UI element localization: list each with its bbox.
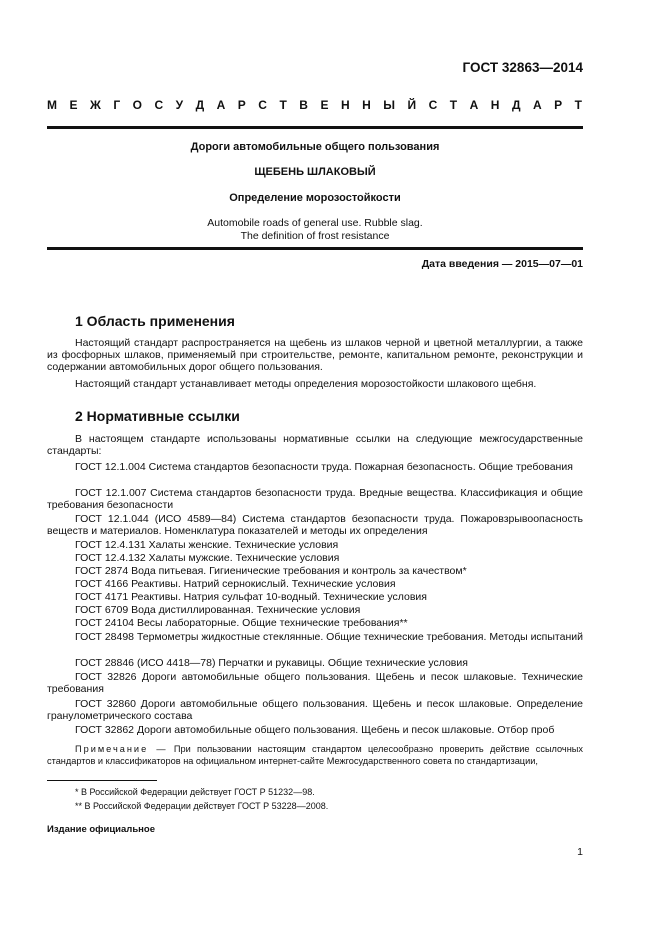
reference-item: ГОСТ 12.4.131 Халаты женские. Технические условия — [75, 539, 339, 551]
interstate-standard-label: М Е Ж Г О С У Д А Р С Т В Е Н Н Ы Й С Т А Н Д А Р Т — [47, 98, 583, 112]
official-edition-label: Издание официальное — [47, 824, 155, 835]
footnote-rule — [47, 780, 157, 781]
reference-item: ГОСТ 12.4.132 Халаты мужские. Технические условия — [75, 552, 340, 564]
reference-item: ГОСТ 4171 Реактивы. Натрия сульфат 10-водный. Технические условия — [75, 591, 427, 603]
title-english-line2: The definition of frost resistance — [240, 230, 390, 242]
reference-item: ГОСТ 12.1.007 Система стандартов безопасности труда. Вредные вещества. Классификация и общие требования безопасности — [47, 487, 583, 511]
section-1-paragraph-1: Настоящий стандарт распространяется на щебень из шлаков черной и цветной металлургии, а также из фосфорных шлаков, применяемый при строительстве, ремонте, капитальном ремонте, реконструкции и содержании автомобильных дорог общего пользования. — [47, 337, 583, 373]
section-2-heading: 2 Нормативные ссылки — [75, 408, 240, 424]
reference-item: ГОСТ 32860 Дороги автомобильные общего пользования. Щебень и песок шлаковые. Определение гранулометрического состава — [47, 698, 583, 722]
references-note — [47, 744, 583, 767]
reference-item: ГОСТ 32862 Дороги автомобильные общего пользования. Щебень и песок шлаковые. Отбор проб — [75, 724, 555, 736]
reference-item: ГОСТ 28846 (ИСО 4418—78) Перчатки и рукавицы. Общие технические условия — [75, 657, 468, 669]
note-text: При пользовании настоящим стандартом целесообразно проверить действие ссылочных стандартов и классификаторов на официальном интернет-сайте Межгосударственного совета по стандартизации, — [47, 744, 583, 766]
footnote-1: * В Российской Федерации действует ГОСТ Р 51232—98. — [75, 787, 315, 797]
reference-item: ГОСТ 12.1.044 (ИСО 4589—84) Система стандартов безопасности труда. Пожаровзрывоопасность веществ и материалов. Номенклатура показателей и методы их определения — [47, 513, 583, 537]
header-rule — [47, 126, 583, 129]
page-number: 1 — [577, 846, 583, 858]
reference-item: ГОСТ 28498 Термометры жидкостные стеклянные. Общие технические требования. Методы испытаний — [75, 631, 583, 643]
section-1-paragraph-2: Настоящий стандарт устанавливает методы определения морозостойкости шлакового щебня. — [75, 378, 537, 390]
title-english — [47, 217, 583, 243]
reference-item: ГОСТ 24104 Весы лабораторные. Общие технические требования** — [75, 617, 408, 629]
reference-item: ГОСТ 2874 Вода питьевая. Гигиенические требования и контроль за качеством* — [75, 565, 467, 577]
reference-item: ГОСТ 6709 Вода дистиллированная. Технические условия — [75, 604, 361, 616]
title-subject: ЩЕБЕНЬ ШЛАКОВЫЙ — [254, 166, 376, 178]
footnote-2: ** В Российской Федерации действует ГОСТ Р 53228—2008. — [75, 801, 329, 811]
section-2-intro: В настоящем стандарте использованы нормативные ссылки на следующие межгосударственные стандарты: — [47, 433, 583, 457]
note-label: Примечание — — [75, 744, 168, 754]
title-english-line1: Automobile roads of general use. Rubble slag. — [207, 217, 423, 229]
section-1-heading: 1 Область применения — [75, 313, 235, 329]
document-number: ГОСТ 32863—2014 — [462, 60, 583, 75]
introduction-date: Дата введения — 2015—07—01 — [421, 258, 583, 270]
reference-item: ГОСТ 12.1.004 Система стандартов безопасности труда. Пожарная безопасность. Общие требования — [75, 461, 573, 473]
title-method: Определение морозостойкости — [229, 192, 401, 204]
title-rule — [47, 247, 583, 250]
reference-item: ГОСТ 32826 Дороги автомобильные общего пользования. Щебень и песок шлаковые. Технические требования — [47, 671, 583, 695]
reference-item: ГОСТ 4166 Реактивы. Натрий сернокислый. Технические условия — [75, 578, 396, 590]
title-main: Дороги автомобильные общего пользования — [190, 141, 440, 153]
